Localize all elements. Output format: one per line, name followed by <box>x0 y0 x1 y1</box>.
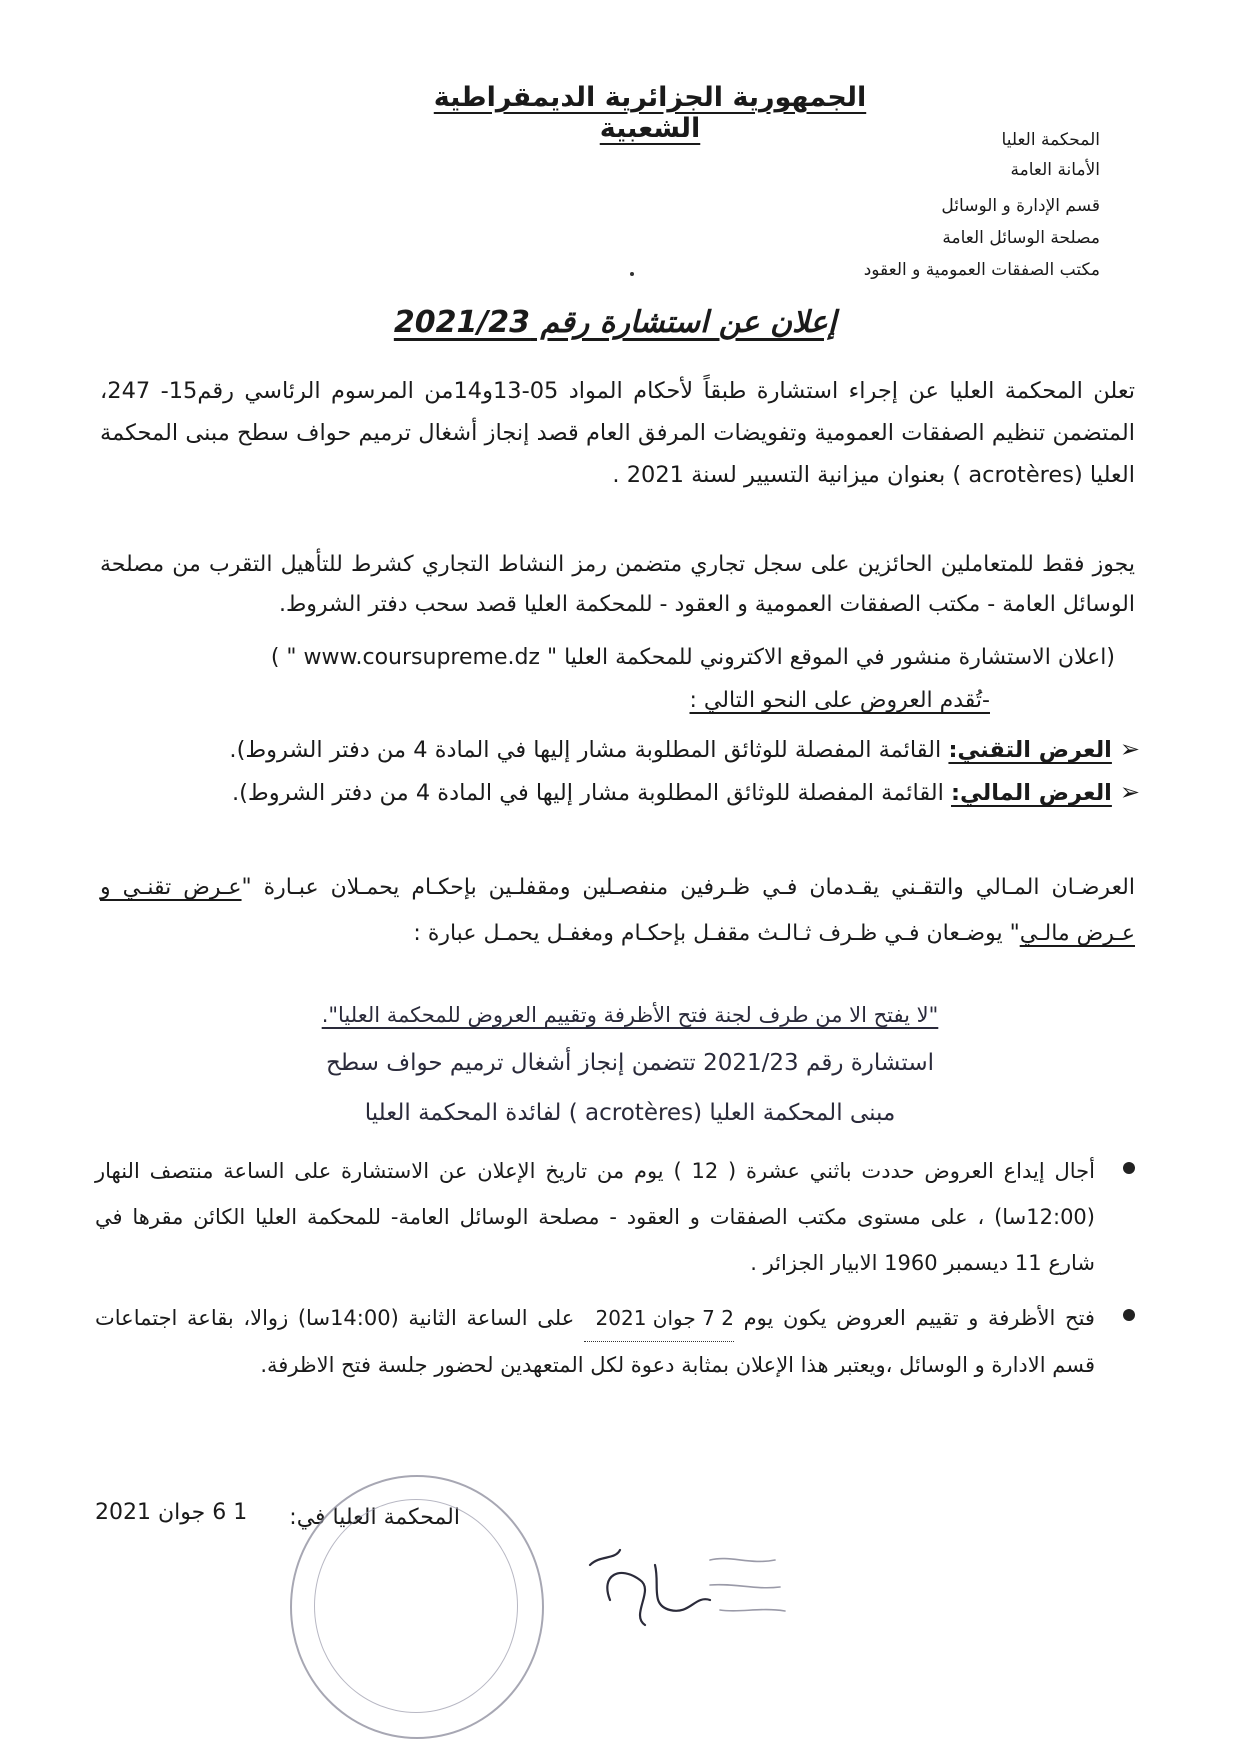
eligibility-paragraph: يجوز فقط للمتعاملين الحائزين على سجل تجاري متضمن رمز النشاط التجاري كشرط للتأهيل التقرب من مصلحة الوسائل العامة - مكتب الصفقات العمومية و العقود - للمحكمة العليا قصد سحب دفتر الشروط. <box>100 552 1135 617</box>
offer-technical-label: العرض التقني: <box>948 737 1112 763</box>
header-line-department: قسم الإدارة و الوسائل <box>941 196 1100 216</box>
offer-financial-text: القائمة المفصلة للوثائق المطلوبة مشار إليها في المادة 4 من دفتر الشروط). <box>232 780 952 806</box>
ink-dot <box>630 272 634 276</box>
offers-intro-text: -تُقدم العروض على النحو التالي : <box>689 688 990 713</box>
bullet-icon <box>1123 1309 1135 1321</box>
header-line-office: مكتب الصفقات العمومية و العقود <box>863 260 1100 280</box>
bullet-icon <box>1123 1162 1135 1174</box>
envelopes-label: عـرض تقنـي و عـرض مالـي <box>100 875 1135 946</box>
official-stamp-inner-ring <box>314 1499 518 1713</box>
offer-technical-text: القائمة المفصلة للوثائق المطلوبة مشار إليها في المادة 4 من دفتر الشروط). <box>229 737 949 763</box>
header-line-service: مصلحة الوسائل العامة <box>942 228 1100 248</box>
offer-financial-label: العرض المالي: <box>951 780 1112 806</box>
opening-date-handwritten: 2 7 جوان 2021 <box>584 1295 734 1342</box>
republic-title: الجمهورية الجزائرية الديمقراطية الشعبية <box>433 82 867 144</box>
envelopes-text-1: العرضـان المـالي والتقـني يقـدمان فـي ظـرفين منفصـلين ومقفلـين بإحكـام يحمـلان عبـارة " <box>241 875 1135 900</box>
envelope-label-line-3: مبنى المحكمة العليا (acrotères ) لفائدة المحكمة العليا <box>364 1100 896 1126</box>
header-line-secretariat: الأمانة العامة <box>1010 160 1100 180</box>
checkmark-arrow-icon: ➢ <box>1119 735 1140 763</box>
bullet-opening-after: على الساعة الثانية (14:00سا) زوالا، بقاعة اجتماعات قسم الادارة و الوسائل ،ويعتبر هذا الإعلان بمثابة دعوة لكل المتعهدين لحضور جلسة فتح الاظرفة. <box>95 1306 1095 1377</box>
bullet-deadline-text: أجال إيداع العروض حددت باثني عشرة ( 12 ) يوم من تاريخ الإعلان عن الاستشارة على الساعة منتصف النهار (12:00سا) ، على مستوى مكتب الصفقات و العقود - مصلحة الوسائل العامة- للمحكمة العليا الكائن مقرها في شارع 11 ديسمبر 1960 الابيار الجزائر . <box>95 1159 1095 1275</box>
official-stamp <box>290 1475 544 1739</box>
signature-place-label: المحكمة العليا في: <box>289 1505 460 1530</box>
envelopes-paragraph <box>100 865 1135 957</box>
offers-intro <box>0 688 990 713</box>
header-line-court: المحكمة العليا <box>1001 130 1100 150</box>
offer-technical <box>105 735 1140 763</box>
envelope-label-line-1 <box>200 1003 1060 1028</box>
signature-date-handwritten: 1 6 جوان 2021 <box>95 1500 248 1525</box>
bullet-opening-before: فتح الأظرفة و تقييم العروض يكون يوم <box>743 1306 1095 1330</box>
envelope-label-line-2: استشارة رقم 2021/23 تتضمن إنجاز أشغال ترميم حواف سطح <box>325 1050 935 1076</box>
checkmark-arrow-icon: ➢ <box>1119 778 1140 806</box>
signature-scribble <box>560 1505 800 1645</box>
announcement-title: إعلان عن استشارة رقم 2021/23 <box>393 305 837 340</box>
bullet-opening-text <box>95 1295 1095 1388</box>
intro-paragraph: تعلن المحكمة العليا عن إجراء استشارة طبقاً لأحكام المواد 05-13و14من المرسوم الرئاسي رقم15- 247، المتضمن تنظيم الصفقات العمومية وتفويضات المرفق العام قصد إنجاز أشغال ترميم حواف سطح مبنى المحكمة العليا (acrotères ) بعنوان ميزانية التسيير لسنة 2021 . <box>100 378 1135 488</box>
bullet-opening <box>95 1295 1135 1388</box>
bullet-deadline <box>95 1148 1135 1286</box>
envelopes-text-2: " يوضـعان فـي ظـرف ثـالـث مقفـل بإحكـام ومغفـل يحمـل عبارة : <box>413 921 1020 946</box>
envelope-label-quote: "لا يفتح الا من طرف لجنة فتح الأظرفة وتقييم العروض للمحكمة العليا". <box>321 1003 939 1027</box>
offer-financial <box>105 778 1140 806</box>
website-note: (اعلان الاستشارة منشور في الموقع الاكتروني للمحكمة العليا " www.coursupreme.dz " ) <box>270 645 1115 670</box>
